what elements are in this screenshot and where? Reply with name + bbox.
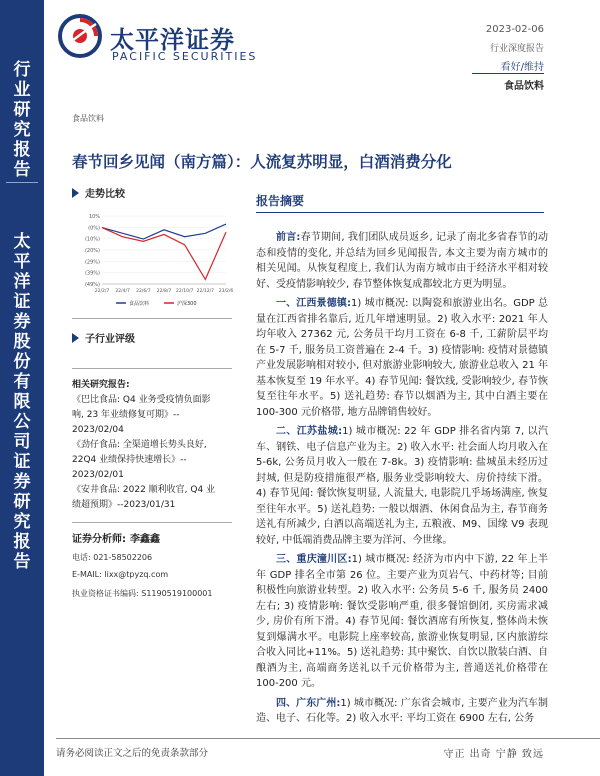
related-line[interactable]: 22Q4 业绩保持快速增长》-- — [72, 455, 187, 465]
report-date: 2023-02-06 — [485, 24, 544, 35]
section-1-text: 1) 城市概况: 以陶瓷和旅游业出名。GDP 总量在江西省排名靠后, 近几年增速明显。2) 收入水平: 2021 年人均年收入 27362 元, 公务员干均月工资在 6-8 千, 工薪阶层平均在 5-7 千, 服务员工资普遍在 2-4 千。3) 疫情影响: 疫情对景德镇产业发展影响相对较小, 但对旅游业影响较大, 旅游业总收入 21 年基本恢复至 19 年水平。4) 春节见闻: 餐饮线, 受影响较少, 春节恢复至往年水平。5) 送礼趋势: 春节以烟酒为主, 其中白酒主要在 100-300 元价格带, 地方品牌销售较好。 — [256, 298, 549, 418]
x-tick-label: 22/8/7 — [156, 289, 172, 294]
y-tick-label: (20%) — [84, 248, 100, 254]
sidebar-label-bottom-char: 研 — [13, 492, 31, 512]
sidebar-label-top-char: 业 — [13, 80, 31, 100]
legend-label: 沪深300 — [177, 301, 197, 307]
sidebar-label-bottom-char: 平 — [13, 252, 31, 272]
section-1-label: 一、江西景德镇: — [276, 298, 351, 309]
sidebar-label-top-char: 行 — [13, 60, 31, 80]
related-line[interactable]: 《安井食品: 2022 顺利收官, Q4 业 — [72, 485, 216, 495]
series-line — [102, 224, 226, 239]
sidebar-label-bottom-char: 太 — [13, 232, 31, 252]
sidebar-divider — [6, 182, 38, 183]
trend-title: 走势比较 — [85, 189, 125, 200]
sidebar-label-bottom-char: 股 — [13, 332, 31, 352]
sidebar-label-bottom-char: 司 — [13, 432, 31, 452]
y-tick-label: 10% — [88, 214, 100, 220]
sidebar-label-bottom-char: 告 — [13, 552, 31, 572]
sub-rating-heading — [72, 330, 135, 345]
x-tick-label: 22/10/7 — [175, 289, 194, 294]
sidebar-label-bottom-char: 洋 — [13, 272, 31, 292]
triangle-bullet-icon — [72, 333, 79, 343]
section-2-label: 二、江苏盐城: — [276, 426, 343, 437]
related-line[interactable]: 《劲仔食品: 全渠道增长势头良好, — [72, 440, 207, 450]
related-reports — [72, 378, 234, 513]
section-3-text: 1) 城市概况: 经济为市内中下游, 22 年上半年 GDP 排名全市第 26 位。主要产业为页岩气、中药材等; 目前积极性向旅游业转型。2) 收入水平: 公务员 5-6 千, 服务员 2400 左右; 3) 疫情影响: 餐饮受影响严重, 很多餐馆倒闭, 买房需求减少, 房价有所下滑。4) 春节见闻: 餐饮酒席有所恢复, 整体尚未恢复到爆满水平。电影院上座率较高, 旅游业恢复明显, 区内旅游综合收入同比+11%。5) 送礼趋势: 其中聚饮、自饮以散装白酒、自酿酒为主, 高端商务送礼以千元价格带为主, 普通送礼价格带在 100-200 元。 — [256, 554, 548, 689]
disclaimer-note: 请务必阅读正文之后的免责条款部分 — [56, 748, 209, 759]
legend-label: 食品饮料 — [129, 301, 150, 307]
related-line[interactable]: 《巴比食品: Q4 业务受疫情负面影 — [72, 395, 211, 405]
summary-section-2 — [256, 424, 548, 548]
related-line: 2023/02/04 — [72, 425, 124, 435]
summary-title: 报告摘要 — [256, 194, 305, 208]
section-3-label: 三、重庆潼川区: — [276, 554, 352, 565]
sidebar-label-bottom-char: 券 — [13, 472, 31, 492]
y-tick-label: (10%) — [84, 236, 100, 243]
analyst-email[interactable]: E-MAIL: lixx@tpyzq.com — [72, 570, 169, 579]
report-type: 行业深度报告 — [489, 44, 544, 54]
summary-rule — [256, 212, 544, 213]
page-title: 春节回乡见闻（南方篇）：人流复苏明显，白酒消费分化 — [72, 152, 452, 171]
sub-rating-title: 子行业评级 — [85, 334, 135, 345]
industry-rating: 看好/维持 — [500, 62, 544, 73]
sidebar — [0, 0, 44, 776]
left-divider-2 — [72, 368, 232, 369]
y-tick-label: (29%) — [84, 259, 100, 266]
sidebar-label-bottom-char: 限 — [13, 392, 31, 412]
header-rule — [472, 73, 544, 74]
y-tick-label: (39%) — [84, 270, 100, 277]
trend-heading — [72, 185, 125, 200]
sidebar-label-bottom-char: 份 — [13, 352, 31, 372]
related-line[interactable]: 响, 23 年业绩修复可期》-- — [72, 410, 180, 420]
y-tick-label: (49%) — [84, 282, 100, 288]
sidebar-label-top — [0, 60, 44, 180]
related-line[interactable]: 绩超预期》--2023/01/31 — [72, 500, 176, 510]
analyst-cert: 执业资格证书编码: S1190519100001 — [72, 589, 213, 598]
trend-chart — [72, 208, 234, 312]
triangle-bullet-icon — [72, 188, 79, 198]
category-label: 食品饮料 — [72, 114, 104, 123]
summary-section-3 — [256, 552, 548, 692]
sidebar-label-bottom-char: 究 — [13, 512, 31, 532]
summary-section-4 — [256, 696, 548, 727]
x-tick-label: 22/4/7 — [115, 289, 130, 294]
analyst-heading — [72, 530, 160, 545]
left-divider-1 — [72, 318, 232, 319]
summary-section-1 — [256, 296, 548, 420]
company-logo-icon — [58, 14, 102, 58]
related-line: 2023/02/01 — [72, 470, 124, 480]
logo-name-en: PACIFIC SECURITIES — [112, 50, 258, 63]
y-tick-label: (0%) — [88, 225, 100, 232]
sidebar-label-bottom-char: 公 — [13, 412, 31, 432]
sidebar-label-bottom-char: 有 — [13, 372, 31, 392]
series-line — [102, 228, 226, 280]
analyst-name: 李鑫鑫 — [130, 534, 160, 545]
sidebar-label-top-char: 究 — [13, 120, 31, 140]
section-4-text: 1) 城市概况: 广东省会城市, 主要产业为汽车制造、电子、石化等。2) 收入水平: 平均工资在 6900 左右, 公务 — [256, 697, 549, 724]
left-divider-3 — [72, 522, 232, 523]
sidebar-label-top-char: 报 — [13, 140, 31, 160]
sidebar-label-bottom-char: 报 — [13, 532, 31, 552]
preface-text: 春节期间, 我们团队成员返乡, 记录了南北多省春节的动态和疫情的变化, 并总结为回乡见闻报告, 本文主要为南方城市的相关见闻。从恢复程度上, 我们认为南方城市由于经济水平相对较好、受疫情影响较少, 春节整体恢复成都较北方更为明显。 — [256, 232, 548, 290]
sidebar-label-top-char: 研 — [13, 100, 31, 120]
industry-name: 食品饮料 — [504, 81, 544, 92]
section-2-text: 1) 城市概况: 22 年 GDP 排名省内第 7, 以汽车、钢铁、电子信息产业为主。2) 收入水平: 社会面人均月收入在 5-6k, 公务员月收入一般在 7-8k。3) 疫情影响: 盐城虽未经历过封城, 但是防疫措施很严格, 服务业受影响较大、房价持续下滑。4) 春节见闻: 餐饮恢复明显, 人流量大, 电影院几乎场场满座, 恢复至往年水平。5) 送礼趋势: 一般以烟酒、休闲食品为主, 春节商务送礼有所减少, 白酒以高端送礼为主, 五粮液、M9、国缘 V9 表现较好, 中低端消费品牌主要为洋河、今世缘。 — [256, 426, 548, 546]
preface-label: 前言: — [276, 232, 301, 243]
company-motto: 守正 出奇 宁静 致远 — [443, 749, 544, 760]
sidebar-label-top-char: 告 — [13, 160, 31, 180]
related-title: 相关研究报告: — [72, 380, 130, 390]
logo-name-cn: 太平洋证券 — [110, 26, 235, 54]
x-tick-label: 22/2/7 — [94, 289, 110, 294]
analyst-label: 证券分析师: — [72, 534, 126, 545]
analyst-phone: 电话: 021-58502206 — [72, 553, 153, 562]
x-tick-label: 23/2/6 — [218, 289, 234, 294]
footer-rule — [56, 738, 600, 739]
section-4-label: 四、广东广州: — [276, 697, 341, 709]
summary-preface — [256, 230, 548, 292]
x-tick-label: 22/6/7 — [136, 289, 151, 294]
sidebar-label-bottom-char: 证 — [13, 292, 31, 312]
sidebar-label-bottom — [0, 232, 44, 572]
summary-body — [256, 230, 548, 731]
sidebar-label-bottom-char: 证 — [13, 452, 31, 472]
sidebar-label-bottom-char: 券 — [13, 312, 31, 332]
x-tick-label: 22/12/7 — [196, 289, 215, 294]
